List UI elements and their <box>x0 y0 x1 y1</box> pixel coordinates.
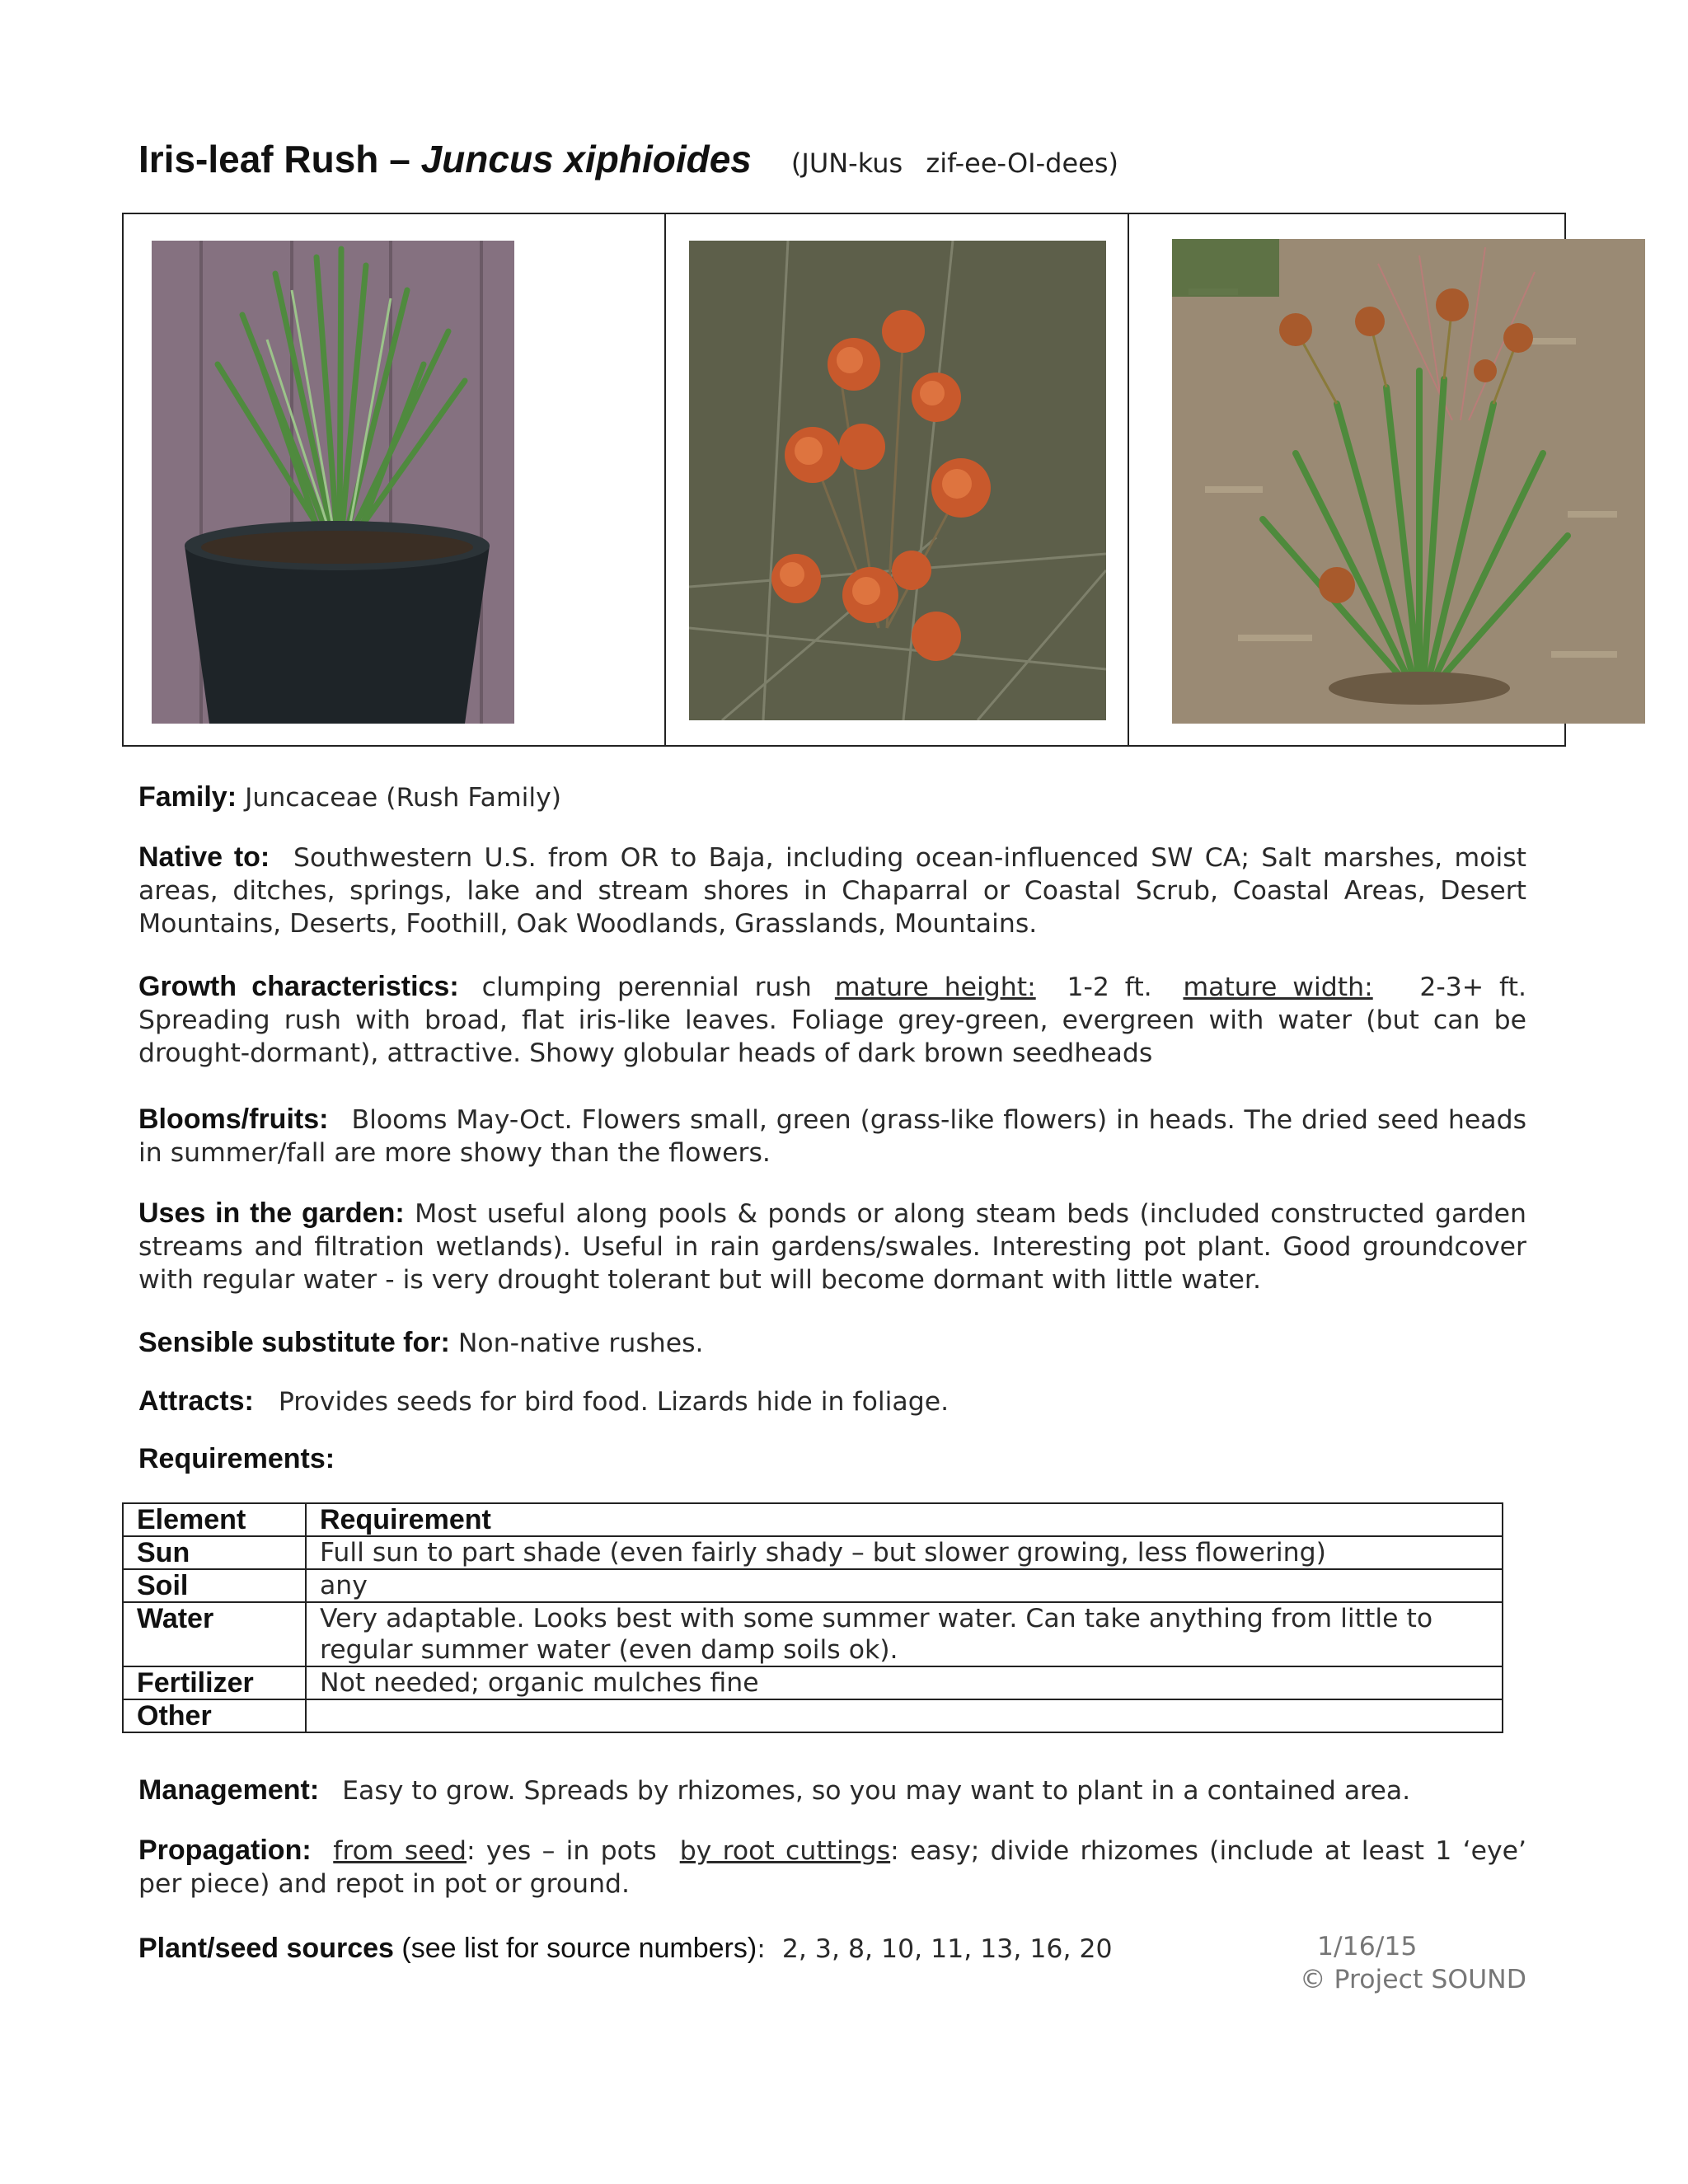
uses-section <box>138 1197 1526 1296</box>
sources-colon: : <box>757 1934 766 1964</box>
potted-plant-photo <box>152 241 514 724</box>
mature-width-value: 2-3+ ft. <box>1419 972 1526 1002</box>
col-element-header: Element <box>123 1503 306 1536</box>
table-row <box>123 1666 1503 1699</box>
element-cell: Fertilizer <box>123 1666 306 1699</box>
management-label: Management: <box>138 1774 320 1806</box>
root-cuttings-label: by root cuttings <box>679 1836 891 1866</box>
table-row <box>123 1699 1503 1732</box>
table-header-row <box>123 1503 1503 1536</box>
blooms-text: Blooms May-Oct. Flowers small, green (grass-like flowers) in heads. The dried seed heads in summer/fall are more showy than the flowers. <box>138 1105 1526 1168</box>
table-row <box>123 1569 1503 1602</box>
propagation-section <box>138 1834 1526 1900</box>
native-label: Native to: <box>138 841 270 873</box>
photo-cell-2 <box>664 214 1128 745</box>
mature-height-label: mature height: <box>834 972 1036 1002</box>
photo-cell-3 <box>1128 214 1564 745</box>
requirements-label: Requirements: <box>138 1443 335 1474</box>
photo-strip <box>122 213 1566 747</box>
uses-text: Most useful along pools & ponds or along steam beds (included constructed garden streams and filtration wetlands). Useful in rain gardens/swales. Interesting pot plant. Good groundcover with regular water - is very drought tolerant but will become dormant with little water. <box>138 1199 1527 1295</box>
table-row <box>123 1536 1503 1569</box>
propagation-label: Propagation: <box>138 1835 312 1866</box>
mature-width-label: mature width: <box>1183 972 1373 1002</box>
requirement-cell: Full sun to part shade (even fairly shady – but slower growing, less flowering) <box>306 1536 1503 1569</box>
element-cell: Soil <box>123 1569 306 1602</box>
blooms-label: Blooms/fruits: <box>138 1104 329 1135</box>
element-cell: Other <box>123 1699 306 1732</box>
requirement-cell: Very adaptable. Looks best with some summer water. Can take anything from little to regular summer water (even damp soils ok). <box>306 1602 1503 1666</box>
garden-clump-photo <box>1172 239 1645 724</box>
requirement-cell: Not needed; organic mulches fine <box>306 1666 1503 1699</box>
native-text: Southwestern U.S. from OR to Baja, including ocean-influenced SW CA; Salt marshes, moist areas, ditches, springs, lake and stream shores in Chaparral or Coastal Scrub, Coastal Areas, Desert Mountains, Deserts, Foothill, Oak Woodlands, Grasslands, Mountains. <box>138 843 1526 939</box>
sources-label: Plant/seed sources <box>138 1933 394 1964</box>
growth-habit: clumping perennial rush <box>481 972 812 1002</box>
page-title <box>138 137 1118 181</box>
scientific-name: Juncus xiphioides <box>420 138 752 180</box>
management-text: Easy to grow. Spreads by rhizomes, so you may want to plant in a contained area. <box>342 1776 1411 1806</box>
seed-heads-image <box>689 241 1106 720</box>
requirement-cell: any <box>306 1569 1503 1602</box>
attracts-section <box>138 1385 1526 1418</box>
garden-clump-image <box>1172 239 1645 724</box>
mature-height-value: 1-2 ft. <box>1067 972 1152 1002</box>
uses-label: Uses in the garden: <box>138 1197 405 1229</box>
native-section <box>138 841 1526 940</box>
revision-date: 1/16/15 <box>1317 1932 1418 1961</box>
attracts-text: Provides seeds for bird food. Lizards hide in foliage. <box>278 1387 950 1417</box>
element-cell: Sun <box>123 1536 306 1569</box>
potted-plant-image <box>152 241 514 724</box>
family-label: Family: <box>138 781 237 813</box>
family-section <box>138 780 1526 814</box>
root-cuttings-text: : easy; divide rhizomes (include at least 1 ‘eye’ per piece) and repot in pot or ground. <box>138 1836 1527 1899</box>
from-seed-label: from seed <box>333 1836 467 1866</box>
table-row <box>123 1602 1503 1666</box>
element-cell: Water <box>123 1602 306 1666</box>
family-text: Juncaceae (Rush Family) <box>245 783 562 813</box>
pronunciation: (JUN-kus zif-ee-OI-dees) <box>790 148 1118 179</box>
from-seed-text: : yes – in pots <box>467 1836 657 1866</box>
attracts-label: Attracts: <box>138 1385 254 1417</box>
growth-label: Growth characteristics: <box>138 971 459 1002</box>
requirement-cell <box>306 1699 1503 1732</box>
photo-cell-1 <box>124 214 664 745</box>
substitute-section <box>138 1326 1526 1360</box>
sources-numbers: 2, 3, 8, 10, 11, 13, 16, 20 <box>781 1934 1113 1964</box>
blooms-section <box>138 1103 1526 1169</box>
growth-section <box>138 970 1526 1070</box>
substitute-label: Sensible substitute for: <box>138 1327 450 1358</box>
seed-heads-photo <box>689 241 1106 720</box>
requirements-table <box>122 1502 1503 1733</box>
management-section <box>138 1774 1526 1807</box>
growth-text: Spreading rush with broad, flat iris-like leaves. Foliage grey-green, evergreen with water (but can be drought-dormant), attractive. Showy globular heads of dark brown seedheads <box>138 1005 1526 1068</box>
sources-note: (see list for source numbers) <box>393 1933 757 1964</box>
common-name: Iris-leaf Rush <box>138 138 379 180</box>
sources-section <box>138 1932 1292 1966</box>
title-dash: – <box>378 138 421 180</box>
col-requirement-header: Requirement <box>306 1503 1503 1536</box>
copyright-notice: © Project SOUND <box>1300 1965 1526 1994</box>
substitute-text: Non-native rushes. <box>457 1329 704 1358</box>
requirements-section <box>138 1442 1526 1476</box>
